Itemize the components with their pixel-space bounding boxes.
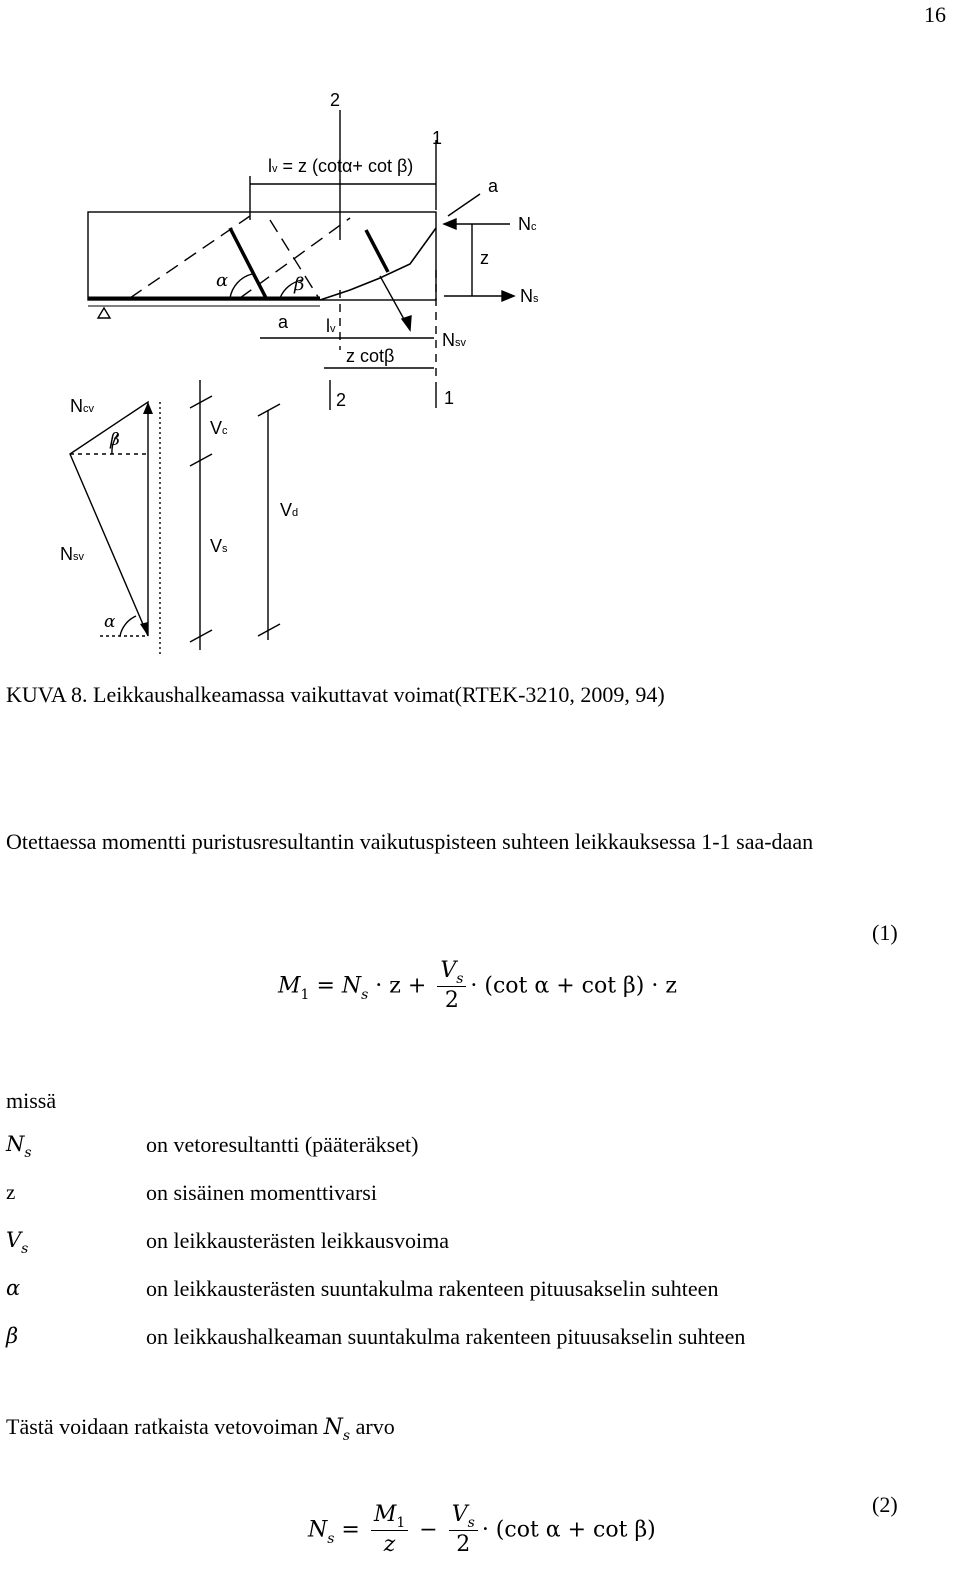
label-a-top: a <box>488 176 499 196</box>
label-nsv: Nsv <box>442 330 466 350</box>
label-a-bottom: a <box>278 312 289 332</box>
paragraph-intro: Otettaessa momentti puristusresultantin vaikutuspisteen suhteen leikkauksessa 1-1 saa-daan <box>6 829 814 854</box>
equation-1: $M_1 = N_s \cdot z$ + $\frac{V_s}{2}$ · (cot α + cot β) · z <box>278 958 677 1013</box>
label-lv: lv <box>326 316 336 336</box>
dashed-struts <box>130 216 350 300</box>
definition-row: α on leikkausterästen suuntakulma rakenteen pituusakselin suhteen <box>6 1276 719 1301</box>
label-z: z <box>480 248 489 268</box>
label-ns: Ns <box>520 286 539 306</box>
force-diagram-figure <box>40 90 580 660</box>
label-vs: Vs <box>210 536 228 556</box>
label-section-2: 2 <box>330 90 341 110</box>
label-section-1-bottom: 1 <box>444 388 455 408</box>
label-nsv-triangle: Nsv <box>60 544 84 564</box>
page-number: 16 <box>924 2 946 27</box>
label-alpha: α <box>216 270 229 291</box>
label-beta: β <box>294 274 305 295</box>
shear-crack <box>320 228 436 300</box>
equation-1-number: (1) <box>872 920 898 945</box>
alpha-triangle-arc <box>120 616 136 636</box>
definition-row: β on leikkaushalkeaman suuntakulma rakenteen pituusakselin suhteen <box>6 1324 746 1349</box>
paragraph-solve: Tästä voidaan ratkaista vetovoiman $N_s$ arvo <box>6 1414 395 1444</box>
label-vd: Vd <box>280 500 299 520</box>
label-nc: Nc <box>518 214 537 234</box>
definition-row: $V_s$ on leikkausterästen leikkausvoima <box>6 1228 450 1257</box>
label-beta-triangle: β <box>110 430 120 450</box>
label-ncv: Ncv <box>70 396 94 416</box>
stirrup-2 <box>366 230 388 272</box>
definition-row: z on sisäinen momenttivarsi <box>6 1180 377 1205</box>
alpha-arc <box>230 274 252 298</box>
definition-row: $N_s$ on vetoresultantti (pääteräkset) <box>6 1132 419 1161</box>
equation-2-number: (2) <box>872 1492 898 1517</box>
label-vc: Vc <box>210 418 228 438</box>
label-alpha-triangle: α <box>104 612 116 632</box>
figure-caption: KUVA 8. Leikkaushalkeamassa vaikuttavat voimat(RTEK-3210, 2009, 94) <box>6 682 665 707</box>
label-section-2-bottom: 2 <box>336 390 347 410</box>
missa-label: missä <box>6 1088 57 1113</box>
label-section-1: 1 <box>432 128 443 148</box>
definitions-list <box>6 1132 926 1372</box>
label-zcot: z cotβ <box>346 346 395 366</box>
force-triangle <box>70 402 148 636</box>
support-triangle <box>98 308 110 318</box>
equation-2: $N_s$ = $\frac{M_1}{z}$ − $\frac{V_s}{2}$ · (cot α + cot β) <box>308 1502 656 1557</box>
label-lv-formula: lv = z (cotα+ cot β) <box>268 156 414 176</box>
stirrup-1 <box>230 228 266 298</box>
